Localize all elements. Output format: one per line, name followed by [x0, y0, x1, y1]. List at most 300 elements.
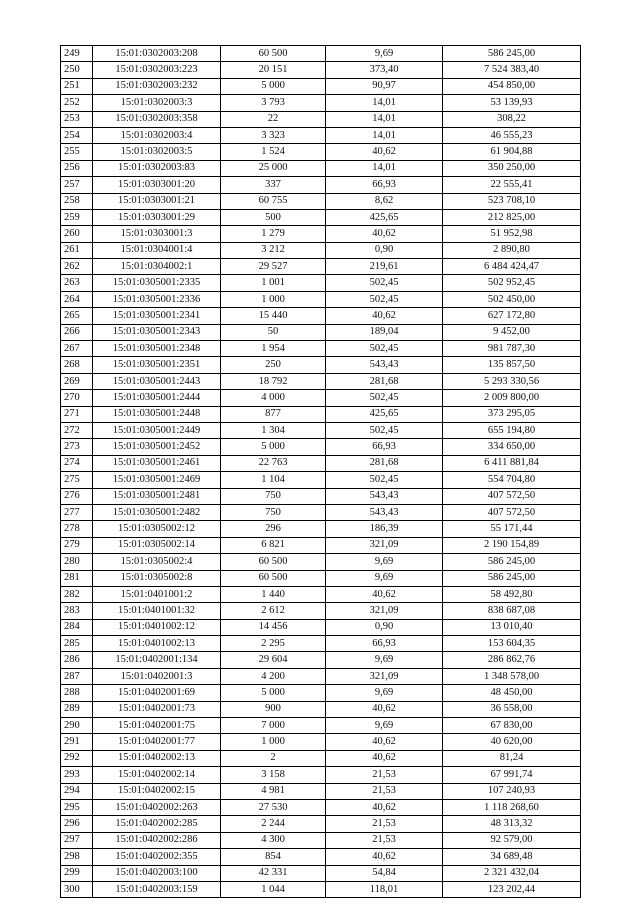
- area-cell: 22: [221, 111, 326, 127]
- rate-cell: 90,97: [326, 78, 443, 94]
- rate-cell: 21,53: [326, 783, 443, 799]
- cadastral-number-cell: 15:01:0305001:2452: [93, 439, 221, 455]
- row-number-cell: 257: [61, 177, 93, 193]
- cadastral-number-cell: 15:01:0305001:2469: [93, 472, 221, 488]
- area-cell: 1 000: [221, 291, 326, 307]
- row-number-cell: 283: [61, 603, 93, 619]
- table-row: [61, 783, 581, 799]
- row-number-cell: 266: [61, 324, 93, 340]
- cadastral-value-cell: 981 787,30: [443, 341, 581, 357]
- area-cell: 14 456: [221, 619, 326, 635]
- cadastral-number-cell: 15:01:0402002:13: [93, 750, 221, 766]
- table-row: [61, 259, 581, 275]
- cadastral-value-cell: 5 293 330,56: [443, 373, 581, 389]
- row-number-cell: 267: [61, 341, 93, 357]
- cadastral-number-cell: 15:01:0305001:2482: [93, 504, 221, 520]
- cadastral-number-cell: 15:01:0303001:21: [93, 193, 221, 209]
- cadastral-number-cell: 15:01:0402001:73: [93, 701, 221, 717]
- table-row: [61, 341, 581, 357]
- cadastral-number-cell: 15:01:0305002:12: [93, 521, 221, 537]
- cadastral-number-cell: 15:01:0305001:2335: [93, 275, 221, 291]
- area-cell: 1 104: [221, 472, 326, 488]
- area-cell: 60 500: [221, 554, 326, 570]
- rate-cell: 502,45: [326, 390, 443, 406]
- area-cell: 1 044: [221, 881, 326, 897]
- cadastral-value-cell: 48 450,00: [443, 685, 581, 701]
- cadastral-value-cell: 2 321 432,04: [443, 865, 581, 881]
- row-number-cell: 273: [61, 439, 93, 455]
- rate-cell: 0,90: [326, 619, 443, 635]
- area-cell: 2 295: [221, 636, 326, 652]
- rate-cell: 321,09: [326, 668, 443, 684]
- cadastral-value-table: [60, 45, 581, 898]
- cadastral-value-cell: 1 348 578,00: [443, 668, 581, 684]
- row-number-cell: 291: [61, 734, 93, 750]
- row-number-cell: 276: [61, 488, 93, 504]
- cadastral-number-cell: 15:01:0303001:29: [93, 209, 221, 225]
- cadastral-number-cell: 15:01:0402001:134: [93, 652, 221, 668]
- cadastral-number-cell: 15:01:0305002:14: [93, 537, 221, 553]
- area-cell: 29 604: [221, 652, 326, 668]
- row-number-cell: 281: [61, 570, 93, 586]
- cadastral-number-cell: 15:01:0402001:3: [93, 668, 221, 684]
- row-number-cell: 252: [61, 95, 93, 111]
- area-cell: 1 000: [221, 734, 326, 750]
- area-cell: 337: [221, 177, 326, 193]
- row-number-cell: 271: [61, 406, 93, 422]
- cadastral-value-cell: 212 825,00: [443, 209, 581, 225]
- cadastral-number-cell: 15:01:0402002:263: [93, 799, 221, 815]
- rate-cell: 321,09: [326, 537, 443, 553]
- rate-cell: 9,69: [326, 718, 443, 734]
- rate-cell: 425,65: [326, 209, 443, 225]
- area-cell: 4 300: [221, 832, 326, 848]
- rate-cell: 502,45: [326, 341, 443, 357]
- area-cell: 60 755: [221, 193, 326, 209]
- area-cell: 1 001: [221, 275, 326, 291]
- cadastral-value-cell: 153 604,35: [443, 636, 581, 652]
- row-number-cell: 290: [61, 718, 93, 734]
- cadastral-number-cell: 15:01:0305001:2348: [93, 341, 221, 357]
- cadastral-number-cell: 15:01:0305001:2481: [93, 488, 221, 504]
- cadastral-value-cell: 454 850,00: [443, 78, 581, 94]
- rate-cell: 14,01: [326, 127, 443, 143]
- area-cell: 5 000: [221, 439, 326, 455]
- rate-cell: 543,43: [326, 357, 443, 373]
- rate-cell: 40,62: [326, 226, 443, 242]
- cadastral-value-cell: 286 862,76: [443, 652, 581, 668]
- row-number-cell: 258: [61, 193, 93, 209]
- cadastral-number-cell: 15:01:0302003:208: [93, 46, 221, 62]
- row-number-cell: 270: [61, 390, 93, 406]
- rate-cell: 14,01: [326, 160, 443, 176]
- row-number-cell: 253: [61, 111, 93, 127]
- cadastral-number-cell: 15:01:0302003:358: [93, 111, 221, 127]
- table-row: [61, 734, 581, 750]
- area-cell: 5 000: [221, 685, 326, 701]
- rate-cell: 66,93: [326, 636, 443, 652]
- area-cell: 1 954: [221, 341, 326, 357]
- cadastral-value-cell: 373 295,05: [443, 406, 581, 422]
- table-row: [61, 816, 581, 832]
- cadastral-number-cell: 15:01:0305001:2336: [93, 291, 221, 307]
- cadastral-value-cell: 2 190 154,89: [443, 537, 581, 553]
- table-row: [61, 242, 581, 258]
- rate-cell: 40,62: [326, 308, 443, 324]
- area-cell: 750: [221, 504, 326, 520]
- rate-cell: 66,93: [326, 439, 443, 455]
- row-number-cell: 278: [61, 521, 93, 537]
- area-cell: 500: [221, 209, 326, 225]
- cadastral-value-cell: 13 010,40: [443, 619, 581, 635]
- area-cell: 1 440: [221, 586, 326, 602]
- cadastral-value-cell: 36 558,00: [443, 701, 581, 717]
- area-cell: 60 500: [221, 46, 326, 62]
- cadastral-value-cell: 48 313,32: [443, 816, 581, 832]
- cadastral-number-cell: 15:01:0304002:1: [93, 259, 221, 275]
- cadastral-number-cell: 15:01:0302003:223: [93, 62, 221, 78]
- rate-cell: 40,62: [326, 750, 443, 766]
- rate-cell: 281,68: [326, 373, 443, 389]
- table-row: [61, 472, 581, 488]
- cadastral-value-cell: 6 411 881,84: [443, 455, 581, 471]
- rate-cell: 14,01: [326, 95, 443, 111]
- table-row: [61, 177, 581, 193]
- table-row: [61, 226, 581, 242]
- cadastral-value-cell: 9 452,00: [443, 324, 581, 340]
- area-cell: 1 304: [221, 422, 326, 438]
- cadastral-value-cell: 92 579,00: [443, 832, 581, 848]
- row-number-cell: 261: [61, 242, 93, 258]
- rate-cell: 321,09: [326, 603, 443, 619]
- table-row: [61, 832, 581, 848]
- table-row: [61, 357, 581, 373]
- row-number-cell: 272: [61, 422, 93, 438]
- rate-cell: 502,45: [326, 275, 443, 291]
- cadastral-number-cell: 15:01:0402002:286: [93, 832, 221, 848]
- rate-cell: 373,40: [326, 62, 443, 78]
- rate-cell: 502,45: [326, 291, 443, 307]
- cadastral-value-cell: 53 139,93: [443, 95, 581, 111]
- row-number-cell: 300: [61, 881, 93, 897]
- rate-cell: 66,93: [326, 177, 443, 193]
- cadastral-number-cell: 15:01:0303001:3: [93, 226, 221, 242]
- area-cell: 25 000: [221, 160, 326, 176]
- rate-cell: 9,69: [326, 652, 443, 668]
- cadastral-number-cell: 15:01:0305001:2341: [93, 308, 221, 324]
- area-cell: 60 500: [221, 570, 326, 586]
- area-cell: 250: [221, 357, 326, 373]
- row-number-cell: 287: [61, 668, 93, 684]
- row-number-cell: 282: [61, 586, 93, 602]
- cadastral-value-cell: 22 555,41: [443, 177, 581, 193]
- cadastral-number-cell: 15:01:0302003:4: [93, 127, 221, 143]
- cadastral-value-cell: 1 118 268,60: [443, 799, 581, 815]
- rate-cell: 40,62: [326, 734, 443, 750]
- cadastral-value-cell: 2 890,80: [443, 242, 581, 258]
- row-number-cell: 298: [61, 849, 93, 865]
- table-row: [61, 439, 581, 455]
- table-row: [61, 767, 581, 783]
- rate-cell: 40,62: [326, 144, 443, 160]
- table-row: [61, 193, 581, 209]
- rate-cell: 219,61: [326, 259, 443, 275]
- area-cell: 50: [221, 324, 326, 340]
- rate-cell: 189,04: [326, 324, 443, 340]
- table-row: [61, 799, 581, 815]
- rate-cell: 543,43: [326, 488, 443, 504]
- table-row: [61, 849, 581, 865]
- cadastral-value-cell: 350 250,00: [443, 160, 581, 176]
- row-number-cell: 299: [61, 865, 93, 881]
- cadastral-number-cell: 15:01:0402001:75: [93, 718, 221, 734]
- row-number-cell: 256: [61, 160, 93, 176]
- rate-cell: 9,69: [326, 570, 443, 586]
- cadastral-value-cell: 586 245,00: [443, 570, 581, 586]
- row-number-cell: 255: [61, 144, 93, 160]
- row-number-cell: 277: [61, 504, 93, 520]
- rate-cell: 281,68: [326, 455, 443, 471]
- table-row: [61, 390, 581, 406]
- cadastral-number-cell: 15:01:0401002:13: [93, 636, 221, 652]
- rate-cell: 9,69: [326, 554, 443, 570]
- cadastral-number-cell: 15:01:0302003:3: [93, 95, 221, 111]
- table-row: [61, 488, 581, 504]
- table-row: [61, 603, 581, 619]
- cadastral-number-cell: 15:01:0402001:69: [93, 685, 221, 701]
- rate-cell: 8,62: [326, 193, 443, 209]
- row-number-cell: 279: [61, 537, 93, 553]
- table-row: [61, 324, 581, 340]
- cadastral-number-cell: 15:01:0305002:8: [93, 570, 221, 586]
- area-cell: 7 000: [221, 718, 326, 734]
- cadastral-number-cell: 15:01:0305001:2343: [93, 324, 221, 340]
- cadastral-value-cell: 586 245,00: [443, 46, 581, 62]
- cadastral-number-cell: 15:01:0305001:2461: [93, 455, 221, 471]
- table-row: [61, 46, 581, 62]
- area-cell: 1 279: [221, 226, 326, 242]
- area-cell: 3 212: [221, 242, 326, 258]
- table-row: [61, 127, 581, 143]
- table-row: [61, 570, 581, 586]
- row-number-cell: 293: [61, 767, 93, 783]
- row-number-cell: 285: [61, 636, 93, 652]
- area-cell: 29 527: [221, 259, 326, 275]
- cadastral-value-cell: 107 240,93: [443, 783, 581, 799]
- area-cell: 1 524: [221, 144, 326, 160]
- table-row: [61, 537, 581, 553]
- cadastral-number-cell: 15:01:0303001:20: [93, 177, 221, 193]
- cadastral-value-cell: 502 952,45: [443, 275, 581, 291]
- table-row: [61, 308, 581, 324]
- row-number-cell: 259: [61, 209, 93, 225]
- rate-cell: 502,45: [326, 472, 443, 488]
- rate-cell: 40,62: [326, 586, 443, 602]
- rate-cell: 14,01: [326, 111, 443, 127]
- cadastral-number-cell: 15:01:0305002:4: [93, 554, 221, 570]
- row-number-cell: 294: [61, 783, 93, 799]
- row-number-cell: 297: [61, 832, 93, 848]
- area-cell: 4 200: [221, 668, 326, 684]
- cadastral-value-cell: 655 194,80: [443, 422, 581, 438]
- cadastral-number-cell: 15:01:0402002:15: [93, 783, 221, 799]
- table-row: [61, 668, 581, 684]
- rate-cell: 40,62: [326, 701, 443, 717]
- cadastral-number-cell: 15:01:0401002:12: [93, 619, 221, 635]
- cadastral-value-cell: 308,22: [443, 111, 581, 127]
- table-row: [61, 718, 581, 734]
- area-cell: 877: [221, 406, 326, 422]
- table-row: [61, 701, 581, 717]
- table-row: [61, 422, 581, 438]
- cadastral-value-cell: 46 555,23: [443, 127, 581, 143]
- table-row: [61, 62, 581, 78]
- rate-cell: 21,53: [326, 832, 443, 848]
- table-row: [61, 554, 581, 570]
- cadastral-value-cell: 61 904,88: [443, 144, 581, 160]
- cadastral-value-cell: 2 009 800,00: [443, 390, 581, 406]
- cadastral-value-cell: 838 687,08: [443, 603, 581, 619]
- cadastral-number-cell: 15:01:0305001:2351: [93, 357, 221, 373]
- row-number-cell: 275: [61, 472, 93, 488]
- cadastral-number-cell: 15:01:0302003:5: [93, 144, 221, 160]
- cadastral-number-cell: 15:01:0302003:83: [93, 160, 221, 176]
- table-row: [61, 652, 581, 668]
- cadastral-number-cell: 15:01:0402003:159: [93, 881, 221, 897]
- rate-cell: 54,84: [326, 865, 443, 881]
- table-row: [61, 160, 581, 176]
- cadastral-value-cell: 334 650,00: [443, 439, 581, 455]
- cadastral-number-cell: 15:01:0304001:4: [93, 242, 221, 258]
- cadastral-value-cell: 523 708,10: [443, 193, 581, 209]
- row-number-cell: 254: [61, 127, 93, 143]
- rate-cell: 186,39: [326, 521, 443, 537]
- cadastral-value-cell: 58 492,80: [443, 586, 581, 602]
- row-number-cell: 269: [61, 373, 93, 389]
- cadastral-number-cell: 15:01:0401001:32: [93, 603, 221, 619]
- area-cell: 2 244: [221, 816, 326, 832]
- table-row: [61, 586, 581, 602]
- cadastral-number-cell: 15:01:0402002:355: [93, 849, 221, 865]
- area-cell: 5 000: [221, 78, 326, 94]
- table-row: [61, 881, 581, 897]
- cadastral-value-cell: 7 524 383,40: [443, 62, 581, 78]
- cadastral-value-cell: 502 450,00: [443, 291, 581, 307]
- area-cell: 900: [221, 701, 326, 717]
- table-row: [61, 95, 581, 111]
- rate-cell: 118,01: [326, 881, 443, 897]
- area-cell: 42 331: [221, 865, 326, 881]
- table-row: [61, 521, 581, 537]
- rate-cell: 425,65: [326, 406, 443, 422]
- row-number-cell: 262: [61, 259, 93, 275]
- row-number-cell: 296: [61, 816, 93, 832]
- table-row: [61, 144, 581, 160]
- rate-cell: 0,90: [326, 242, 443, 258]
- area-cell: 4 000: [221, 390, 326, 406]
- cadastral-number-cell: 15:01:0302003:232: [93, 78, 221, 94]
- table-row: [61, 504, 581, 520]
- cadastral-value-cell: 135 857,50: [443, 357, 581, 373]
- area-cell: 4 981: [221, 783, 326, 799]
- table-row: [61, 373, 581, 389]
- cadastral-value-cell: 67 991,74: [443, 767, 581, 783]
- row-number-cell: 288: [61, 685, 93, 701]
- cadastral-value-cell: 81,24: [443, 750, 581, 766]
- cadastral-value-cell: 6 484 424,47: [443, 259, 581, 275]
- row-number-cell: 264: [61, 291, 93, 307]
- area-cell: 3 158: [221, 767, 326, 783]
- rate-cell: 40,62: [326, 799, 443, 815]
- cadastral-number-cell: 15:01:0305001:2448: [93, 406, 221, 422]
- table-row: [61, 291, 581, 307]
- row-number-cell: 250: [61, 62, 93, 78]
- cadastral-value-cell: 51 952,98: [443, 226, 581, 242]
- rate-cell: 40,62: [326, 849, 443, 865]
- cadastral-value-cell: 627 172,80: [443, 308, 581, 324]
- cadastral-number-cell: 15:01:0402002:14: [93, 767, 221, 783]
- area-cell: 27 530: [221, 799, 326, 815]
- area-cell: 3 793: [221, 95, 326, 111]
- row-number-cell: 286: [61, 652, 93, 668]
- table-row: [61, 619, 581, 635]
- rate-cell: 21,53: [326, 816, 443, 832]
- rate-cell: 9,69: [326, 46, 443, 62]
- cadastral-number-cell: 15:01:0402003:100: [93, 865, 221, 881]
- row-number-cell: 268: [61, 357, 93, 373]
- row-number-cell: 249: [61, 46, 93, 62]
- table-body: [61, 46, 581, 898]
- table-row: [61, 111, 581, 127]
- row-number-cell: 260: [61, 226, 93, 242]
- table-row: [61, 865, 581, 881]
- row-number-cell: 284: [61, 619, 93, 635]
- area-cell: 15 440: [221, 308, 326, 324]
- rate-cell: 543,43: [326, 504, 443, 520]
- cadastral-value-cell: 55 171,44: [443, 521, 581, 537]
- cadastral-value-cell: 123 202,44: [443, 881, 581, 897]
- cadastral-number-cell: 15:01:0305001:2443: [93, 373, 221, 389]
- rate-cell: 9,69: [326, 685, 443, 701]
- row-number-cell: 280: [61, 554, 93, 570]
- table-row: [61, 750, 581, 766]
- rate-cell: 502,45: [326, 422, 443, 438]
- table-row: [61, 636, 581, 652]
- area-cell: 2 612: [221, 603, 326, 619]
- cadastral-number-cell: 15:01:0402002:285: [93, 816, 221, 832]
- cadastral-value-cell: 407 572,50: [443, 504, 581, 520]
- cadastral-value-cell: 554 704,80: [443, 472, 581, 488]
- table-row: [61, 406, 581, 422]
- cadastral-number-cell: 15:01:0401001:2: [93, 586, 221, 602]
- area-cell: 3 323: [221, 127, 326, 143]
- cadastral-value-cell: 407 572,50: [443, 488, 581, 504]
- row-number-cell: 265: [61, 308, 93, 324]
- row-number-cell: 274: [61, 455, 93, 471]
- cadastral-value-cell: 40 620,00: [443, 734, 581, 750]
- cadastral-number-cell: 15:01:0305001:2444: [93, 390, 221, 406]
- area-cell: 6 821: [221, 537, 326, 553]
- row-number-cell: 292: [61, 750, 93, 766]
- cadastral-value-cell: 34 689,48: [443, 849, 581, 865]
- cadastral-number-cell: 15:01:0305001:2449: [93, 422, 221, 438]
- area-cell: 750: [221, 488, 326, 504]
- table-row: [61, 275, 581, 291]
- area-cell: 854: [221, 849, 326, 865]
- row-number-cell: 289: [61, 701, 93, 717]
- area-cell: 2: [221, 750, 326, 766]
- row-number-cell: 251: [61, 78, 93, 94]
